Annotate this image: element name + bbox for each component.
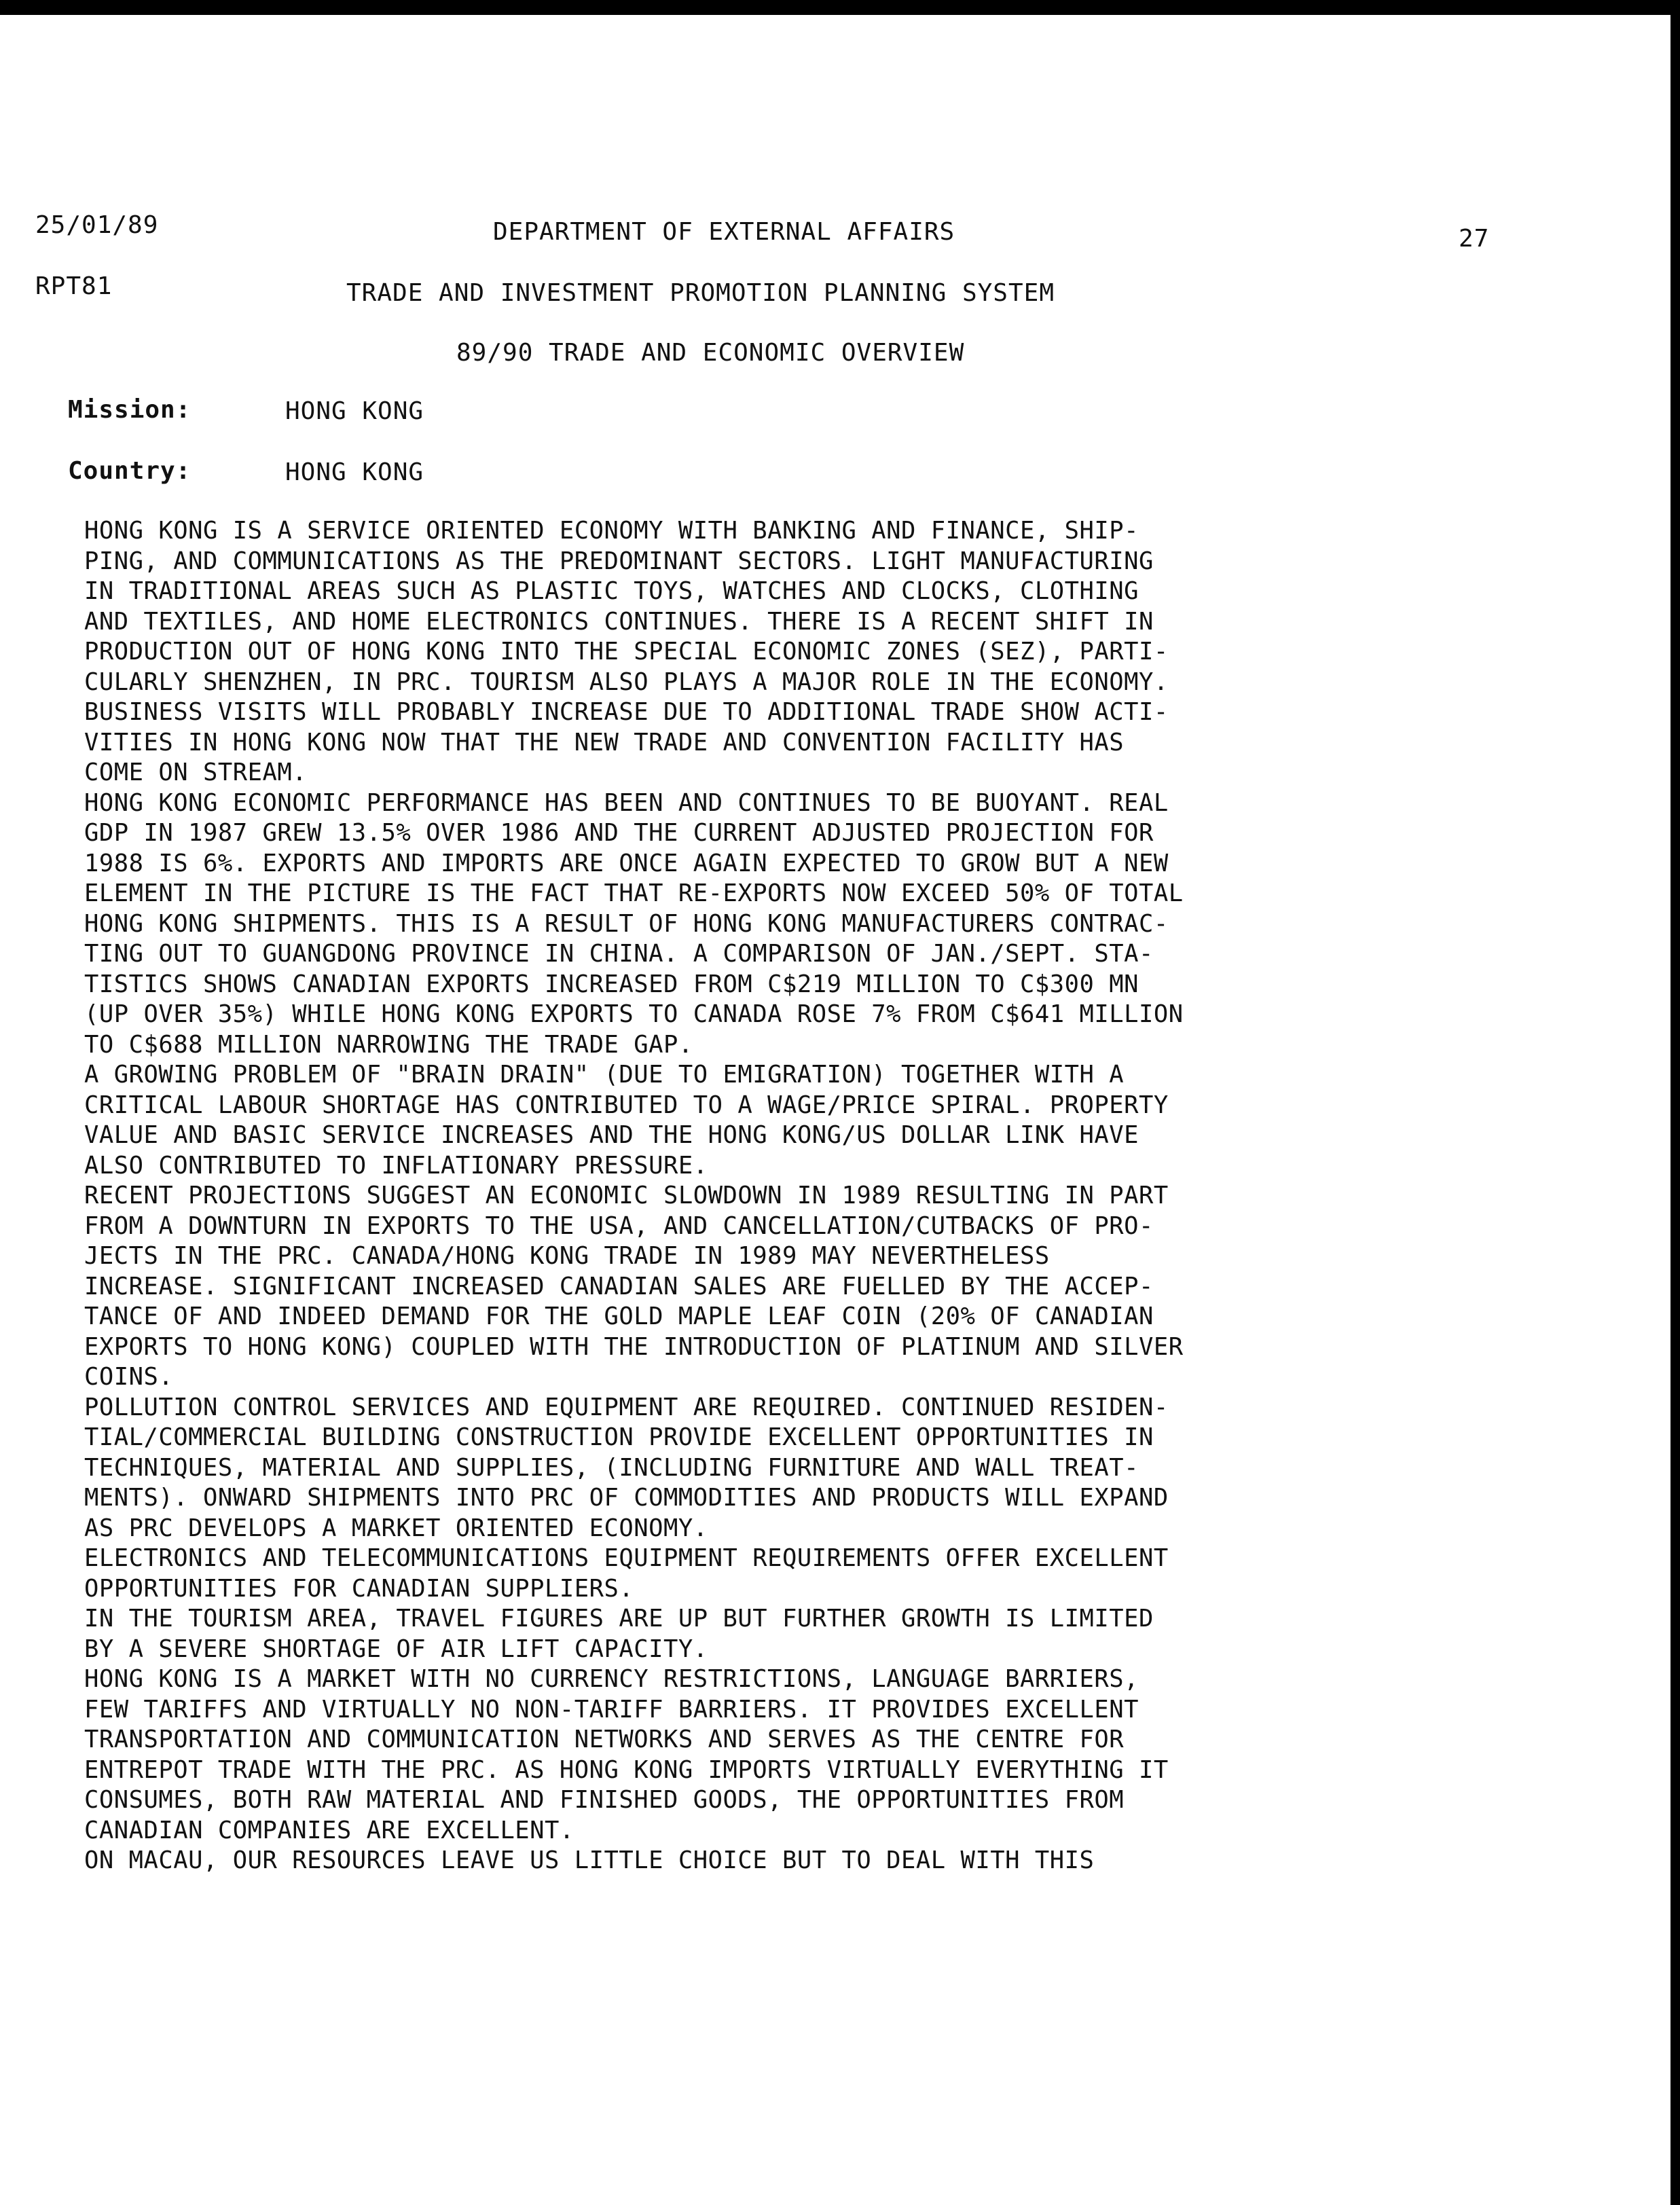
body-line: BY A SEVERE SHORTAGE OF AIR LIFT CAPACITY.	[84, 1635, 708, 1663]
body-line: AS PRC DEVELOPS A MARKET ORIENTED ECONOMY.	[84, 1514, 708, 1542]
body-line: HONG KONG SHIPMENTS. THIS IS A RESULT OF HONG KONG MANUFACTURERS CONTRAC-	[84, 909, 1169, 938]
body-line: FEW TARIFFS AND VIRTUALLY NO NON-TARIFF BARRIERS. IT PROVIDES EXCELLENT	[84, 1695, 1139, 1724]
body-line: (UP OVER 35%) WHILE HONG KONG EXPORTS TO CANADA ROSE 7% FROM C$641 MILLION	[84, 1000, 1184, 1028]
body-line: CULARLY SHENZHEN, IN PRC. TOURISM ALSO PLAYS A MAJOR ROLE IN THE ECONOMY.	[84, 668, 1169, 696]
body-line: TANCE OF AND INDEED DEMAND FOR THE GOLD MAPLE LEAF COIN (20% OF CANADIAN	[84, 1302, 1154, 1330]
body-line: EXPORTS TO HONG KONG) COUPLED WITH THE INTRODUCTION OF PLATINUM AND SILVER	[84, 1332, 1184, 1361]
body-line: ELECTRONICS AND TELECOMMUNICATIONS EQUIPMENT REQUIREMENTS OFFER EXCELLENT	[84, 1544, 1169, 1572]
country-value: HONG KONG	[285, 458, 424, 486]
body-line: VITIES IN HONG KONG NOW THAT THE NEW TRADE AND CONVENTION FACILITY HAS	[84, 728, 1125, 757]
body-line: CANADIAN COMPANIES ARE EXCELLENT.	[84, 1816, 574, 1844]
body-line: VALUE AND BASIC SERVICE INCREASES AND THE HONG KONG/US DOLLAR LINK HAVE	[84, 1121, 1139, 1149]
body-line: ENTREPOT TRADE WITH THE PRC. AS HONG KONG IMPORTS VIRTUALLY EVERYTHING IT	[84, 1755, 1169, 1784]
body-line: FROM A DOWNTURN IN EXPORTS TO THE USA, AND CANCELLATION/CUTBACKS OF PRO-	[84, 1211, 1154, 1240]
country-label: Country:	[68, 457, 191, 485]
body-line: POLLUTION CONTROL SERVICES AND EQUIPMENT ARE REQUIRED. CONTINUED RESIDEN-	[84, 1393, 1169, 1421]
body-line: CONSUMES, BOTH RAW MATERIAL AND FINISHED GOODS, THE OPPORTUNITIES FROM	[84, 1786, 1125, 1814]
body-line: TIAL/COMMERCIAL BUILDING CONSTRUCTION PROVIDE EXCELLENT OPPORTUNITIES IN	[84, 1423, 1154, 1451]
department-title: DEPARTMENT OF EXTERNAL AFFAIRS	[493, 218, 955, 246]
body-line: A GROWING PROBLEM OF "BRAIN DRAIN" (DUE TO EMIGRATION) TOGETHER WITH A	[84, 1061, 1125, 1089]
body-line: COINS.	[84, 1363, 174, 1391]
report-date: 25/01/89	[35, 211, 159, 239]
body-line: TO C$688 MILLION NARROWING THE TRADE GAP.	[84, 1030, 693, 1059]
body-line: PING, AND COMMUNICATIONS AS THE PREDOMINANT SECTORS. LIGHT MANUFACTURING	[84, 547, 1154, 575]
body-line: TRANSPORTATION AND COMMUNICATION NETWORKS AND SERVES AS THE CENTRE FOR	[84, 1726, 1125, 1753]
report-code: RPT81	[35, 272, 113, 300]
body-line: GDP IN 1987 GREW 13.5% OVER 1986 AND THE CURRENT ADJUSTED PROJECTION FOR	[84, 819, 1154, 847]
body-line: RECENT PROJECTIONS SUGGEST AN ECONOMIC SLOWDOWN IN 1989 RESULTING IN PART	[84, 1182, 1169, 1209]
body-line: JECTS IN THE PRC. CANADA/HONG KONG TRADE IN 1989 MAY NEVERTHELESS	[84, 1242, 1050, 1270]
body-line: TISTICS SHOWS CANADIAN EXPORTS INCREASED FROM C$219 MILLION TO C$300 MN	[84, 970, 1139, 998]
body-line: ALSO CONTRIBUTED TO INFLATIONARY PRESSURE.	[84, 1151, 708, 1180]
body-line: ON MACAU, OUR RESOURCES LEAVE US LITTLE CHOICE BUT TO DEAL WITH THIS	[84, 1846, 1095, 1874]
body-line: HONG KONG IS A SERVICE ORIENTED ECONOMY WITH BANKING AND FINANCE, SHIP-	[84, 517, 1139, 545]
body-line: INCREASE. SIGNIFICANT INCREASED CANADIAN SALES ARE FUELLED BY THE ACCEP-	[84, 1272, 1154, 1300]
body-line: ELEMENT IN THE PICTURE IS THE FACT THAT RE-EXPORTS NOW EXCEED 50% OF TOTAL	[84, 879, 1184, 907]
body-line: COME ON STREAM.	[84, 759, 308, 786]
mission-label: Mission:	[68, 396, 191, 424]
body-line: TECHNIQUES, MATERIAL AND SUPPLIES, (INCLUDING FURNITURE AND WALL TREAT-	[84, 1453, 1139, 1482]
page-number: 27	[1459, 225, 1490, 253]
body-line: OPPORTUNITIES FOR CANADIAN SUPPLIERS.	[84, 1574, 634, 1603]
body-line: PRODUCTION OUT OF HONG KONG INTO THE SPECIAL ECONOMIC ZONES (SEZ), PARTI-	[84, 638, 1169, 666]
body-line: BUSINESS VISITS WILL PROBABLY INCREASE DUE TO ADDITIONAL TRADE SHOW ACTI-	[84, 698, 1169, 726]
body-line: IN THE TOURISM AREA, TRAVEL FIGURES ARE UP BUT FURTHER GROWTH IS LIMITED	[84, 1605, 1154, 1633]
body-line: MENTS). ONWARD SHIPMENTS INTO PRC OF COMMODITIES AND PRODUCTS WILL EXPAND	[84, 1484, 1169, 1512]
mission-value: HONG KONG	[285, 397, 424, 425]
body-line: AND TEXTILES, AND HOME ELECTRONICS CONTINUES. THERE IS A RECENT SHIFT IN	[84, 607, 1154, 636]
body-line: IN TRADITIONAL AREAS SUCH AS PLASTIC TOYS, WATCHES AND CLOCKS, CLOTHING	[84, 577, 1139, 605]
overview-body	[84, 516, 1456, 1876]
body-line: HONG KONG ECONOMIC PERFORMANCE HAS BEEN AND CONTINUES TO BE BUOYANT. REAL	[84, 788, 1169, 817]
overview-title: 89/90 TRADE AND ECONOMIC OVERVIEW	[456, 339, 965, 367]
system-title: TRADE AND INVESTMENT PROMOTION PLANNING SYSTEM	[346, 279, 1055, 307]
body-line: HONG KONG IS A MARKET WITH NO CURRENCY RESTRICTIONS, LANGUAGE BARRIERS,	[84, 1665, 1139, 1693]
body-line: 1988 IS 6%. EXPORTS AND IMPORTS ARE ONCE AGAIN EXPECTED TO GROW BUT A NEW	[84, 849, 1169, 877]
body-line: TING OUT TO GUANGDONG PROVINCE IN CHINA. A COMPARISON OF JAN./SEPT. STA-	[84, 940, 1154, 968]
body-line: CRITICAL LABOUR SHORTAGE HAS CONTRIBUTED TO A WAGE/PRICE SPIRAL. PROPERTY	[84, 1091, 1169, 1119]
